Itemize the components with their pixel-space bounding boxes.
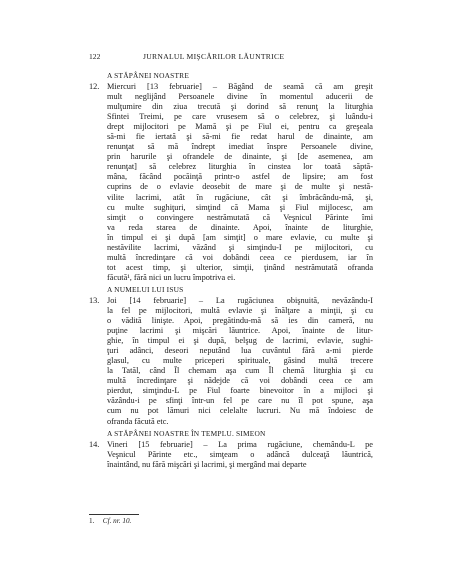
text-line: înaintând, nu fără mişcări şi lacrimi, şi mergând mai departe [107, 459, 307, 469]
section-heading: A STĂPÂNEI NOASTRE ÎN TEMPLU. SIMEON [107, 428, 266, 438]
text-line: renunţat să mă îndrept imediat înspre Persoanele divine, [107, 142, 373, 152]
document-page [89, 52, 373, 472]
footnote-rule [89, 514, 139, 515]
journal-entry [89, 296, 373, 427]
footnote [89, 517, 131, 525]
page-number: 122 [89, 52, 101, 61]
text-line: mult neglijând Persoanele divine în momentul aducerii de [107, 92, 373, 102]
text-line: pierdut, simţindu-L pe Fiul foarte binevoitor în a mijloci şi [107, 386, 373, 396]
text-line: mulţumire din ziua trecută şi dorind să renunţ la liturghia [107, 102, 373, 112]
text-line: ofranda făcută etc. [107, 416, 169, 426]
text-line: multă încredinţare şi nădejde că voi dobândi ceea ce am [107, 376, 373, 386]
journal-entry [89, 440, 373, 470]
text-line: nestăvilite lacrimi, văzând şi simţindu-I pe mijlocitori, cu [107, 242, 373, 252]
text-line: să-mi fie iertată şi să-mi fie redat harul de dinainte, am [107, 132, 373, 142]
text-line: va reda starea de dinainte. Apoi, înainte de liturghie, [107, 222, 373, 232]
text-line: în timpul ei şi după [am simţit] o mare evlavie, cu multe şi [107, 232, 373, 242]
text-line: la fel pe mijlocitori, multă evlavie şi înălţare a minţii, şi cu [107, 305, 373, 315]
text-line: cuprins de o evlavie deosebit de mare şi de multe şi nestă- [107, 182, 373, 192]
text-line: drept mijlocitori pe Mamă şi pe Fiul ei, pentru ca greşeala [107, 122, 373, 132]
text-line: la Tatăl, când Îl chemam aşa cum Îl chemă liturghia şi cu [107, 366, 373, 376]
footnote-text: Cf. nr. 10. [102, 517, 132, 525]
text-line: multă încredinţare că voi dobândi ceea ce pierdusem, iar în [107, 252, 373, 262]
running-title: JURNALUL MIŞCĂRILOR LĂUNTRICE [143, 52, 285, 61]
text-line: o vădită linişte. Apoi, pregătindu-mă să ies din cameră, nu [107, 316, 373, 326]
journal-entries [89, 71, 373, 470]
text-line: văzându-i pe sfinţi într-un fel pe care nu îl pot spune, aşa [107, 396, 373, 406]
text-line: prin harurile şi ofrandele de dinainte, şi [de asemenea, am [107, 152, 373, 162]
entry-number: 12. [89, 82, 100, 91]
text-line: puţine lacrimi şi mişcări lăuntrice. Apoi, înainte de litur- [107, 326, 373, 336]
text-line: vilite lacrimi, atât în rugăciune, cât şi îmbrăcându-mă, şi, [107, 192, 373, 202]
text-line: cum nu pot lămuri nici celelalte lucruri. Nu mă îndoiesc de [107, 406, 373, 416]
text-line: simţit o convingere nestrămutată că Veşnicul Părinte îmi [107, 212, 373, 222]
footnote-number: 1. [89, 517, 95, 525]
section-heading: A STĂPÂNEI NOASTRE [107, 71, 190, 80]
running-header [89, 52, 373, 63]
text-line: Veşnicul Părinte etc., simţeam o adâncă dulceaţă lăuntrică, [107, 449, 373, 459]
text-line: mâna, făcând pocăinţă printr-o astfel de lipsire; am fost [107, 172, 373, 182]
text-line: Vineri [15 februarie] – La prima rugăciune, chemându-L pe [107, 439, 373, 449]
text-line: Sfintei Treimi, pe care vrusesem să o celebrez, şi luându-i [107, 112, 373, 122]
text-line: Joi [14 februarie] – La rugăciunea obişnuită, nevăzându-I [107, 295, 373, 305]
text-line: renunţat] să celebrez liturghia în cinstea lor toată săptă- [107, 162, 373, 172]
text-line: ghie, în timpul ei şi după, belşug de lacrimi, evlavie, sughi- [107, 336, 373, 346]
text-line: glasul, cu multe priceperi spirituale, găsind multă trecere [107, 356, 373, 366]
text-line: cu multe sughiţuri, simţind că Mama şi Fiul mijlocesc, am [107, 202, 373, 212]
entry-number: 14. [89, 439, 100, 449]
entry-number: 13. [89, 295, 100, 305]
text-line: făcută¹, fără nici un lucru împotriva ei. [107, 272, 236, 282]
journal-entry [89, 82, 373, 283]
text-line: ţuri adânci, deseori neputând lua cuvântul fără a-mi pierde [107, 346, 373, 356]
text-line: tot acest timp, şi ulterior, simţii, ţinând nestrămutată ofranda [107, 262, 373, 272]
text-line: Miercuri [13 februarie] – Băgând de seamă că am greşit [107, 82, 373, 91]
section-heading: A NUMELUI LUI ISUS [107, 284, 184, 294]
